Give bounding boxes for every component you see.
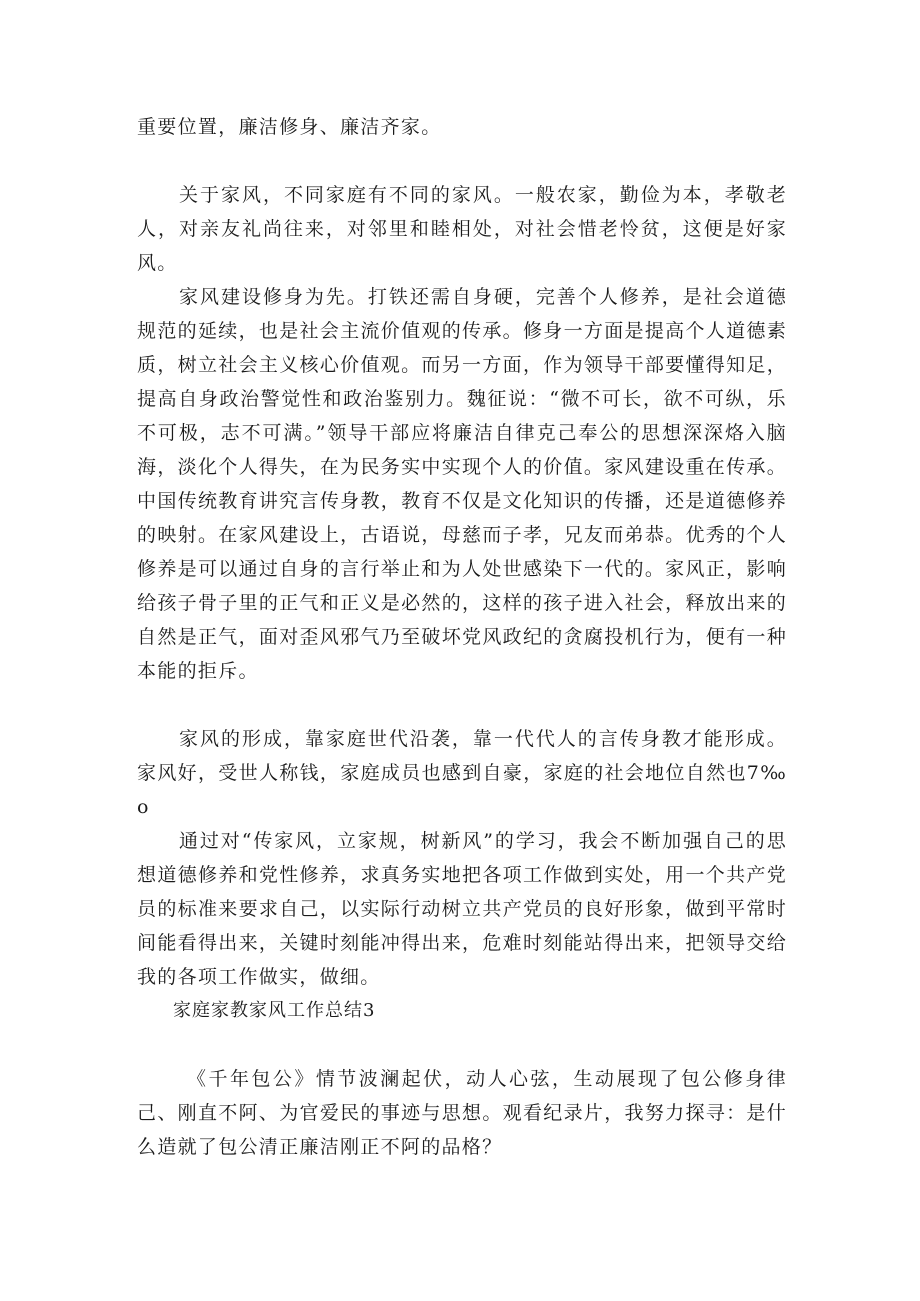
paragraph-family-style: 关于家风，不同家庭有不同的家风。一般农家，勤俭为本，孝敬老人，对亲友礼尚往来，对邻里和睦相处，对社会惜老怜贫，这便是好家风。 [137,184,787,274]
section-heading: 家庭家教家风工作总结3 [173,1000,376,1021]
paragraph-baogong: 《千年包公》情节波澜起伏，动人心弦，生动展现了包公修身律己、刚直不阿、为官爱民的事迹与思想。观看纪录片，我努力探寻：是什么造就了包公清正廉洁刚正不阿的品格？ [137,1068,787,1158]
paragraph-formation: 家风的形成，靠家庭世代沿袭，靠一代代人的言传身教才能形成。家风好，受世人称钱，家庭成员也感到自豪，家庭的社会地位自然也7‰o [137,728,787,818]
paragraph-self-cultivation: 家风建设修身为先。打铁还需自身硬，完善个人修养，是社会道德规范的延续，也是社会主流价值观的传承。修身一方面是提高个人道德素质，树立社会主义核心价值观。而另一方面，作为领导干部要懂得知足，提高自身政治警觉性和政治鉴别力。魏征说：“微不可长，欲不可纵，乐不可极，志不可满。”领导干部应将廉洁自律克己奉公的思想深深烙入脑海，淡化个人得失，在为民务实中实现个人的价值。家风建设重在传承。中国传统教育讲究言传身教，教育不仅是文化知识的传播，还是道德修养的映射。在家风建设上，古语说，母慈而子孝，兄友而弟恭。优秀的个人修养是可以通过自身的言行举止和为人处世感染下一代的。家风正，影响给孩子骨子里的正气和正义是必然的，这样的孩子进入社会，释放出来的自然是正气，面对歪风邪气乃至破坏党风政纪的贪腐投机行为，便有一种本能的拒斥。 [137,286,787,682]
paragraph-study: 通过对“传家风，立家规，树新风”的学习，我会不断加强自己的思想道德修养和党性修养，求真务实地把各项工作做到实处，用一个共产党员的标准来要求自己，以实际行动树立共产党员的良好形象，做到平常时间能看得出来，关键时刻能冲得出来，危难时刻能站得出来，把领导交给我的各项工作做实，做细。 [137,830,787,988]
paragraph-continuation: 重要位置，廉洁修身、廉洁齐家。 [137,116,442,138]
